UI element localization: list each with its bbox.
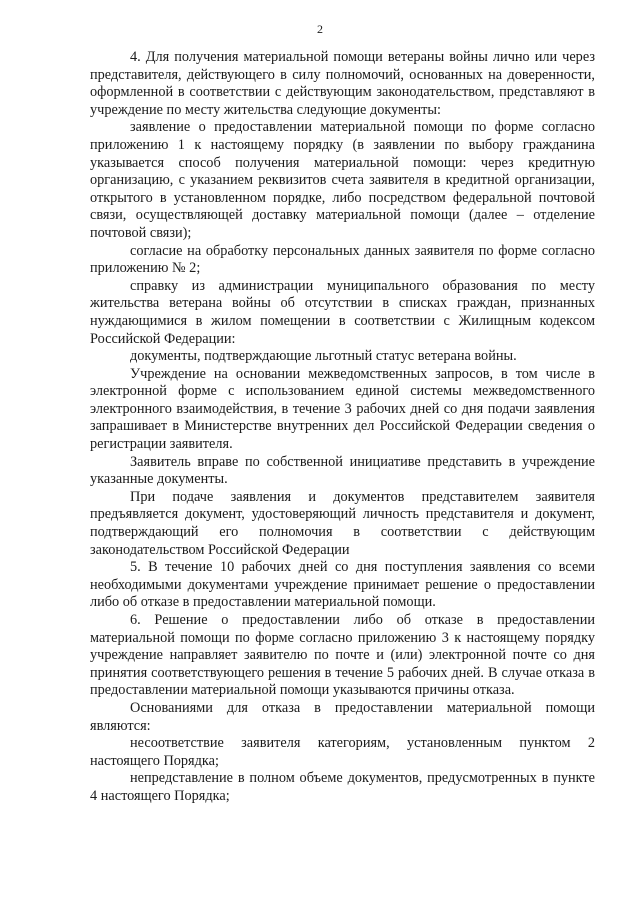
paragraph: заявление о предоставлении материальной помощи по форме согласно приложению 1 к настоящему порядку (в заявлении по выбору гражданина указывается способ получения материальной помощи: через кредитную организацию, с указанием реквизитов счета заявителя в кредитной организации, открытого в установленном порядке, либо посредством федеральной почтовой связи, осуществляющей доставку материальной помощи (далее – отделение почтовой связи); xyxy=(90,119,595,241)
paragraph: Основаниями для отказа в предоставлении материальной помощи являются: xyxy=(90,699,595,734)
page-number: 2 xyxy=(317,22,323,36)
paragraph: При подаче заявления и документов представителем заявителя предъявляется документ, удостоверяющий личность представителя и документ, подтверждающий его полномочия в соответствии с действующим законодательством Российской Федерации xyxy=(90,488,595,558)
paragraph: 4. Для получения материальной помощи ветераны войны лично или через представителя, действующего в силу полномочий, основанных на доверенности, оформленной в соответствии с действующим законодательством, представляют в учреждение по месту жительства следующие документы: xyxy=(90,49,595,118)
paragraph: документы, подтверждающие льготный статус ветерана войны. xyxy=(130,348,517,365)
paragraph: 6. Решение о предоставлении либо об отказе в предоставлении материальной помощи по форме согласно приложению 3 к настоящему порядку учреждение направляет заявителю по почте и (или) электронной почте со дня принятия соответствующего решения в течение 5 рабочих дней. В случае отказа в предоставлении материальной помощи указываются причины отказа. xyxy=(90,612,595,699)
document-body xyxy=(90,49,595,806)
paragraph: справку из администрации муниципального образования по месту жительства ветерана войны об отсутствии в списках граждан, признанных нуждающимися в жилом помещении в соответствии с Жилищным кодексом Российской Федерации: xyxy=(90,277,595,347)
paragraph: непредставление в полном объеме документов, предусмотренных в пункте 4 настоящего Порядка; xyxy=(90,770,595,804)
paragraph: Учреждение на основании межведомственных запросов, в том числе в электронной форме с использованием единой системы межведомственного электронного взаимодействия, в течение 3 рабочих дней со дня подачи заявления запрашивает в Министерстве внутренних дел Российской Федерации сведения о регистрации заявителя. xyxy=(90,365,595,453)
paragraph: согласие на обработку персональных данных заявителя по форме согласно приложению № 2; xyxy=(90,242,595,277)
paragraph: несоответствие заявителя категориям, установленным пунктом 2 настоящего Порядка; xyxy=(90,735,595,769)
paragraph: Заявитель вправе по собственной инициативе представить в учреждение указанные документы. xyxy=(90,453,595,488)
paragraph: 5. В течение 10 рабочих дней со дня поступления заявления со всеми необходимыми документами учреждение принимает решение о предоставлении либо об отказе в предоставлении материальной помощи. xyxy=(90,559,595,611)
